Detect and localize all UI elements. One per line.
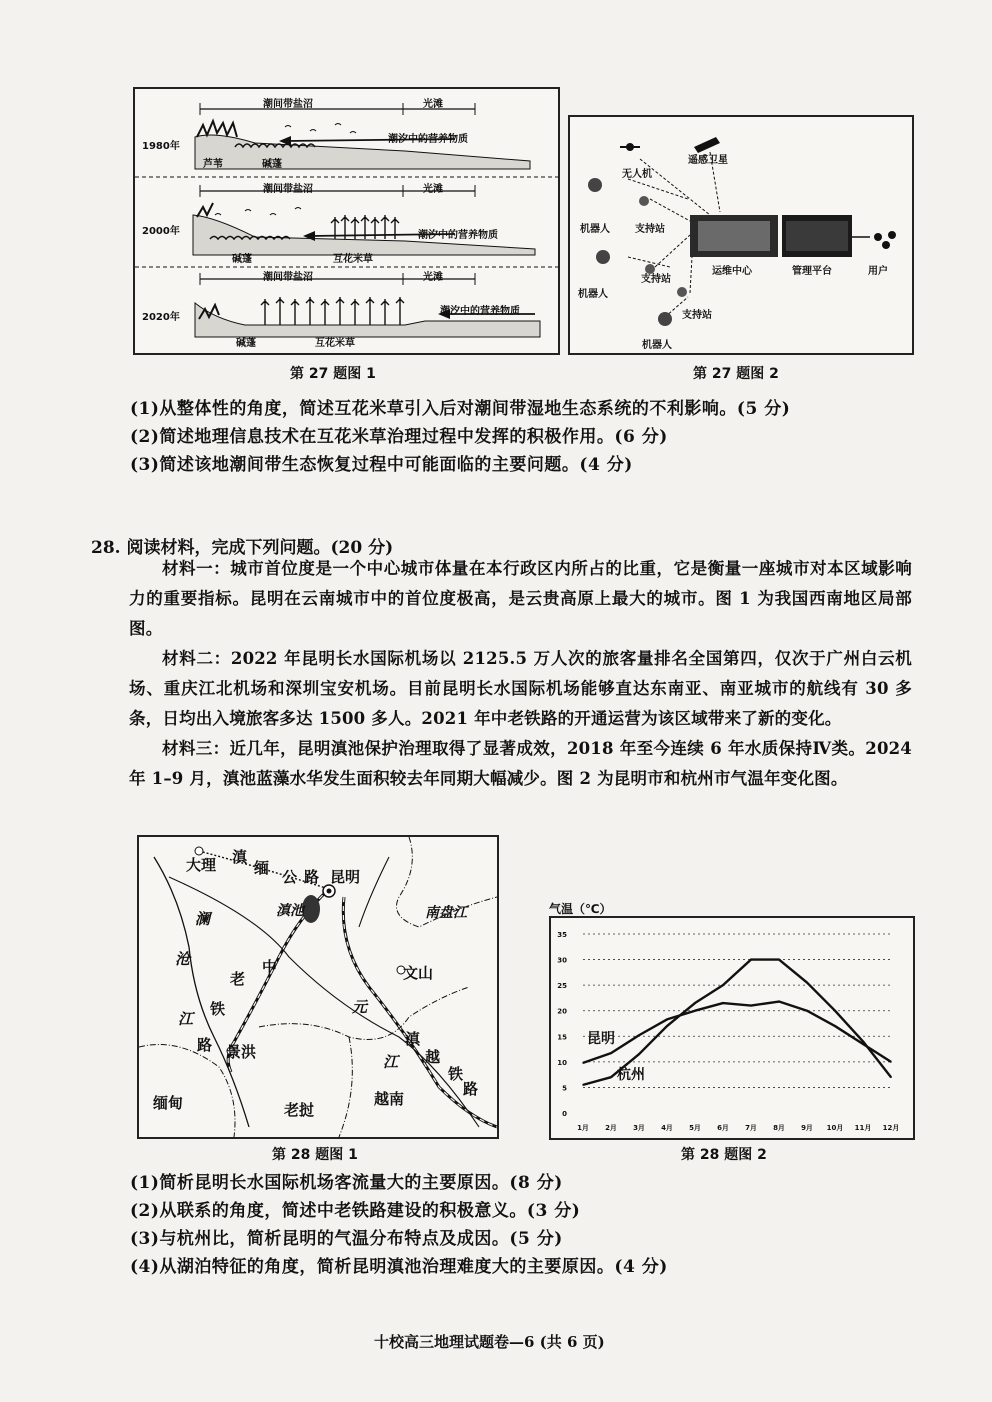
fig27-2-box <box>568 115 914 355</box>
x-tick-label: 4月 <box>661 1124 673 1132</box>
data-point <box>638 1053 640 1055</box>
y-tick-label: 35 <box>557 931 567 939</box>
map-label-gong: 公 <box>282 868 298 886</box>
map-label-tie2: 铁 <box>448 1065 464 1083</box>
ops-center-label: 运维中心 <box>712 266 752 277</box>
data-point <box>778 1001 780 1003</box>
y-tick-label: 10 <box>557 1058 567 1067</box>
map-label-jiang: 江 <box>178 1010 194 1028</box>
suaeda-label-2000: 碱蓬 <box>232 254 252 265</box>
q27-3: (3)简述该地潮间带生态恢复过程中可能面临的主要问题。(4 分) <box>130 455 633 475</box>
zone-label-marsh-2020: 潮间带盐沼 <box>263 272 313 283</box>
spartina-label-2000: 互花米草 <box>333 254 373 265</box>
fig28-2-caption: 第 28 题图 2 <box>681 1147 767 1163</box>
zone-label-marsh-2000: 潮间带盐沼 <box>263 184 313 195</box>
q28-heading: 28. 阅读材料，完成下列问题。(20 分) <box>91 538 394 558</box>
year-label-2020: 2020年 <box>142 312 180 323</box>
map-label-tie: 铁 <box>210 1000 226 1018</box>
data-point <box>722 984 724 986</box>
q28-2: (2)从联系的角度，简述中老铁路建设的积极意义。(3 分) <box>130 1201 581 1221</box>
data-point <box>610 1076 612 1078</box>
robot-label-2: 机器人 <box>578 289 608 300</box>
nutrient-label-1980: 潮汐中的营养物质 <box>388 134 468 145</box>
year-label-1980: 1980年 <box>142 141 180 152</box>
fig27-2-caption: 第 27 题图 2 <box>693 366 779 382</box>
data-point <box>666 1019 668 1021</box>
data-point <box>778 959 780 961</box>
x-tick-label: 9月 <box>801 1124 813 1132</box>
series-line-hangzhou <box>583 960 891 1085</box>
q28-3: (3)与杭州比，简析昆明的气温分布特点及成因。(5 分) <box>130 1229 563 1249</box>
data-point <box>750 959 752 961</box>
page-footer: 十校高三地理试题卷—6 (共 6 页) <box>374 1333 605 1351</box>
map-label-yuan: 元 <box>352 998 368 1016</box>
zone-label-mudflat-1980: 光滩 <box>423 99 443 110</box>
map-label-cang: 沧 <box>175 950 191 968</box>
data-point <box>890 1076 892 1078</box>
data-point <box>666 1025 668 1027</box>
map-label-dianchi: 滇池 <box>276 903 304 919</box>
x-tick-label: 7月 <box>745 1124 757 1132</box>
map-label-lu3: 路 <box>463 1080 479 1098</box>
x-tick-label: 6月 <box>717 1124 729 1132</box>
data-point <box>806 1010 808 1012</box>
data-point <box>750 1005 752 1007</box>
map-label-laos: 老挝 <box>284 1101 315 1119</box>
reed-label-1980: 芦苇 <box>203 159 223 170</box>
row-1980 <box>135 103 558 177</box>
material-2: 材料二：2022 年昆明长水国际机场以 2125.5 万人次的旅客量排名全国第四，仅次于广州白云机场、重庆江北机场和深圳宝安机场。目前昆明长水国际机场能够直达东南亚、南亚城市的航线有 30 多条，日均出入境旅客多达 1500 多人。2021 年中老铁路的开通运营为该区域带来了新的变化。 <box>129 649 912 728</box>
y-tick-label: 30 <box>557 956 567 965</box>
map-label-lu2: 路 <box>197 1036 213 1054</box>
map-label-lao: 老 <box>230 970 246 988</box>
map-label-vietnam: 越南 <box>374 1090 405 1108</box>
user-label: 用户 <box>868 266 888 277</box>
x-tick-label: 2月 <box>605 1124 617 1132</box>
fig27-1-caption: 第 27 题图 1 <box>290 366 376 382</box>
zone-label-mudflat-2000: 光滩 <box>423 184 443 195</box>
suaeda-label-1980: 碱蓬 <box>262 159 282 170</box>
year-label-2000: 2000年 <box>142 226 180 237</box>
nutrient-label-2000: 潮汐中的营养物质 <box>418 230 498 241</box>
data-point <box>694 1002 696 1004</box>
q28-1: (1)简析昆明长水国际机场客流量大的主要原因。(8 分) <box>130 1173 563 1193</box>
data-point <box>610 1052 612 1054</box>
map-label-nanpan-river: 南盘江 <box>425 905 467 921</box>
q28-materials <box>129 554 912 794</box>
x-tick-label: 1月 <box>577 1124 589 1132</box>
map-label-jiang2: 江 <box>383 1053 399 1071</box>
series-label-kunming: 昆明 <box>587 1030 615 1047</box>
map-label-lan: 澜 <box>195 910 211 928</box>
q27-1: (1)从整体性的角度，简述互花米草引入后对潮间带湿地生态系统的不利影响。(5 分) <box>130 399 791 419</box>
map-label-lu: 路 <box>304 868 320 886</box>
x-tick-label: 8月 <box>773 1124 785 1132</box>
map-label-myanmar: 缅甸 <box>153 1094 184 1112</box>
monitoring-network-diagram <box>570 117 912 353</box>
spartina-label-2020: 互花米草 <box>315 338 355 349</box>
map-label-jinghong: 景洪 <box>226 1043 257 1061</box>
x-tick-label: 12月 <box>882 1124 900 1132</box>
data-point <box>694 1010 696 1012</box>
y-tick-label: 5 <box>562 1084 567 1093</box>
map-label-yue: 越 <box>425 1048 441 1066</box>
zone-label-mudflat-2020: 光滩 <box>423 272 443 283</box>
map-label-wenshan: 文山 <box>403 964 434 982</box>
nutrient-label-2020: 潮汐中的营养物质 <box>440 306 520 317</box>
data-point <box>834 1010 836 1012</box>
map-label-kunming: 昆明 <box>330 868 361 886</box>
x-tick-label: 10月 <box>826 1124 844 1132</box>
x-tick-label: 5月 <box>689 1124 701 1132</box>
data-point <box>890 1061 892 1063</box>
station-label-1: 支持站 <box>635 224 665 235</box>
chart-ylabel: 气温（℃） <box>549 902 612 916</box>
map-label-zhong: 中 <box>262 958 278 976</box>
map-label-dali: 大理 <box>186 856 217 874</box>
series-label-hangzhou: 杭州 <box>617 1067 645 1084</box>
drone-label: 无人机 <box>622 169 652 180</box>
y-tick-label: 25 <box>557 982 567 991</box>
q28-4: (4)从湖泊特征的角度，简析昆明滇池治理难度大的主要原因。(4 分) <box>130 1257 668 1277</box>
data-point <box>722 1002 724 1004</box>
y-tick-label: 15 <box>557 1033 567 1042</box>
temp-chart-box <box>549 916 915 1140</box>
material-3: 材料三：近几年，昆明滇池保护治理取得了显著成效，2018 年至今连续 6 年水质保持Ⅳ类。2024 年 1–9 月，滇池蓝藻水华发生面积较去年同期大幅减少。图 2 为昆明市和杭州市气温年变化图。 <box>129 739 912 788</box>
temperature-chart <box>551 918 913 1138</box>
y-tick-label: 20 <box>557 1007 567 1016</box>
map-label-mian: 缅 <box>254 859 270 877</box>
data-point <box>638 1034 640 1036</box>
q27-2: (2)简述地理信息技术在互花米草治理过程中发挥的积极作用。(6 分) <box>130 427 668 447</box>
data-point <box>862 1041 864 1043</box>
data-point <box>834 1025 836 1027</box>
x-tick-label: 3月 <box>633 1124 645 1132</box>
satellite-label: 遥感卫星 <box>688 155 728 166</box>
material-1: 材料一：城市首位度是一个中心城市体量在本行政区内所占的比重，它是衡量一座城市对本区域影响力的重要指标。昆明在云南城市中的首位度极高，是云贵高原上最大的城市。图 1 为我国西南地区局部图。 <box>129 559 912 638</box>
data-point <box>582 1084 584 1086</box>
mgmt-platform-label: 管理平台 <box>792 266 832 277</box>
robot-label-1: 机器人 <box>580 224 610 235</box>
zone-label-marsh-1980: 潮间带盐沼 <box>263 99 313 110</box>
station-label-3: 支持站 <box>682 310 712 321</box>
station-label-2: 支持站 <box>641 274 671 285</box>
data-point <box>806 982 808 984</box>
data-point <box>582 1062 584 1064</box>
suaeda-label-2020: 碱蓬 <box>236 338 256 349</box>
robot-label-3: 机器人 <box>642 340 672 351</box>
map-label-dian: 滇 <box>232 848 248 866</box>
fig28-1-caption: 第 28 题图 1 <box>272 1147 358 1163</box>
y-tick-label: 0 <box>562 1110 567 1118</box>
map-label-dian2: 滇 <box>405 1030 421 1048</box>
x-tick-label: 11月 <box>854 1124 872 1132</box>
